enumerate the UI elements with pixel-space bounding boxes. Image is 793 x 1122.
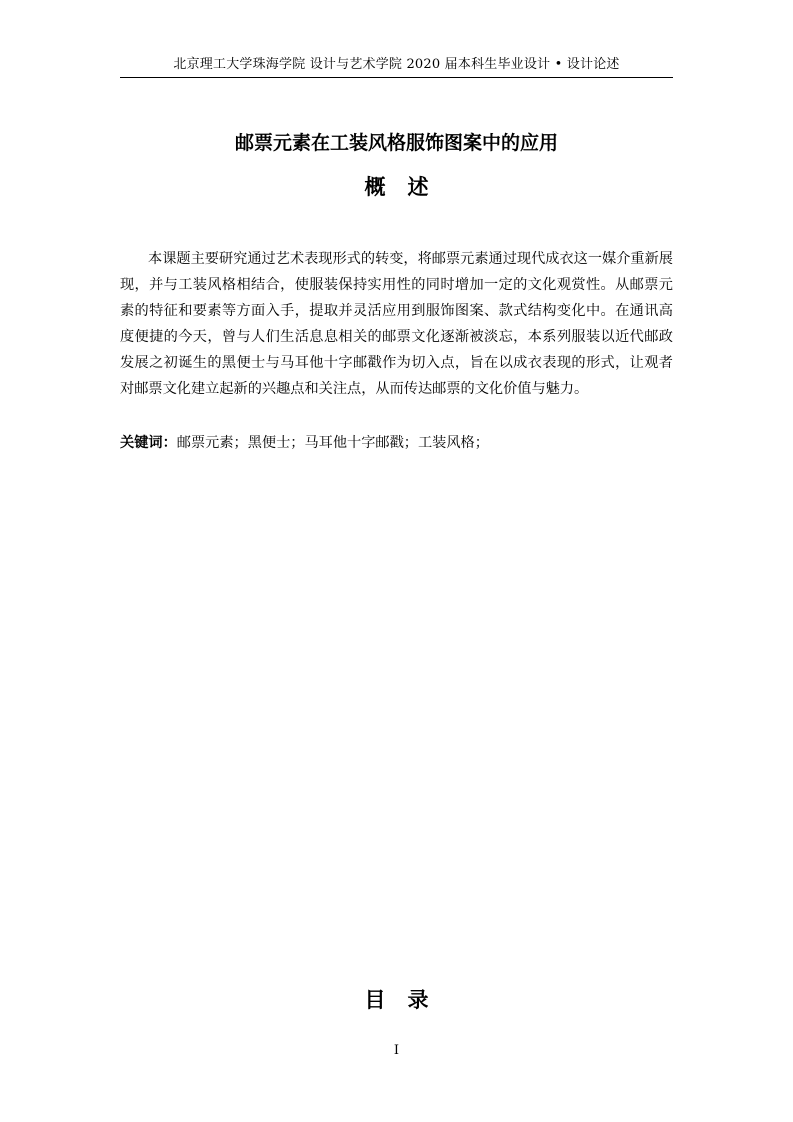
running-header: 北京理工大学珠海学院 设计与艺术学院 2020 届本科生毕业设计 • 设计论述 (173, 57, 620, 72)
document-title: 邮票元素在工装风格服饰图案中的应用 (234, 132, 558, 154)
keywords-value: 邮票元素；黑便士；马耳他十字邮戳；工装风格； (176, 435, 489, 451)
abstract-body: 本课题主要研究通过艺术表现形式的转变，将邮票元素通过现代成衣这一媒介重新展现，并与工装风格相结合，使服装保持实用性的同时增加一定的文化观赏性。从邮票元素的特征和要素等方面入手，提取并灵活应用到服饰图案、款式结构变化中。在通讯高度便捷的今天，曾与人们生活息息相关的邮票文化逐渐被淡忘，本系列服装以近代邮政发展之初诞生的黑便士与马耳他十字邮戳作为切入点，旨在以成衣表现的形式，让观者对邮票文化建立起新的兴趣点和关注点，从而传达邮票的文化价值与魅力。 (120, 251, 673, 397)
keywords-line (120, 430, 673, 456)
abstract-heading: 概述 (364, 175, 451, 199)
toc-heading: 目录 (364, 988, 451, 1012)
page-number: I (393, 1043, 400, 1058)
keywords-label: 关键词： (120, 435, 177, 451)
header-divider (120, 77, 673, 78)
